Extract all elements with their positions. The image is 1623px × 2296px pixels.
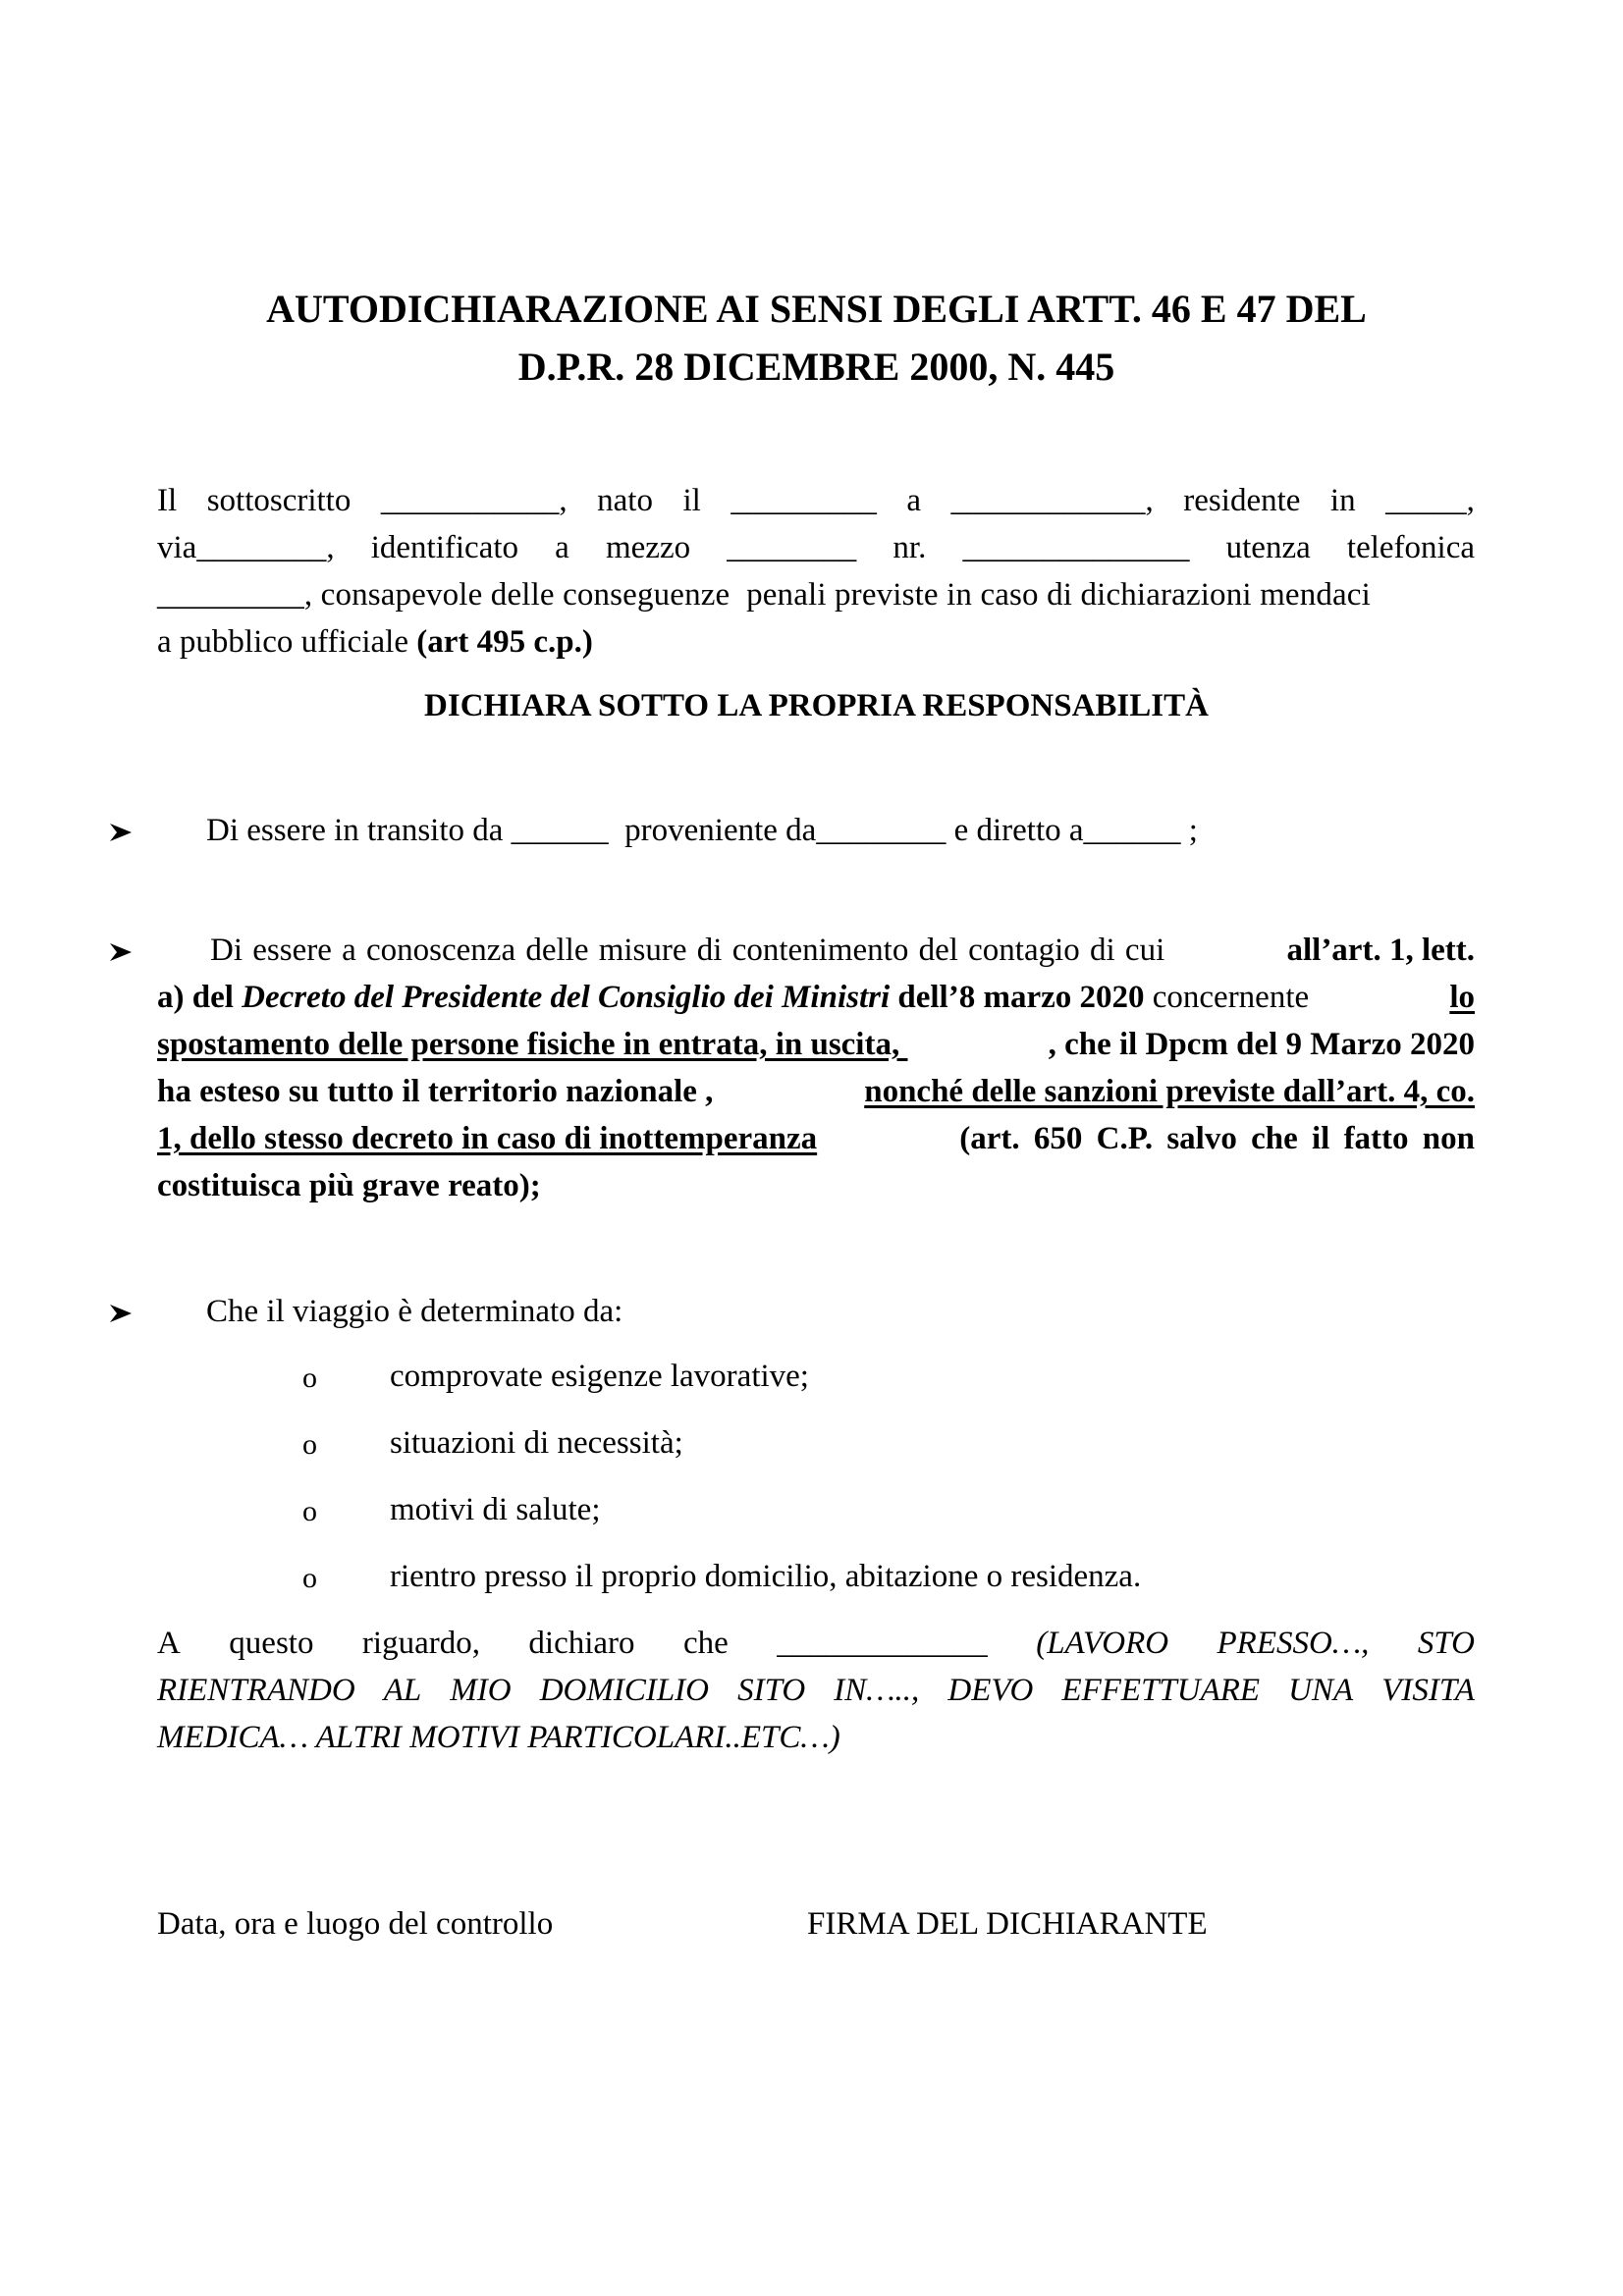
title-line-2: D.P.R. 28 DICEMBRE 2000, N. 445 xyxy=(517,345,1115,389)
intro-line-2 xyxy=(157,524,1475,571)
reason-word: _____________ xyxy=(777,1626,988,1661)
intro-word: residente xyxy=(1183,483,1301,518)
option-bullet-icon: o xyxy=(302,1362,317,1394)
option-bullet-icon: o xyxy=(302,1428,317,1461)
intro-word: telefonica xyxy=(1346,530,1475,565)
awareness-paragraph xyxy=(157,927,1475,1209)
intro-word: utenza xyxy=(1225,530,1311,565)
territory-text: ha esteso su tutto il territorio nazionale , xyxy=(157,1074,722,1109)
reason-word: SITO xyxy=(737,1673,806,1708)
travel-reason-heading: Che il viaggio è determinato da: xyxy=(206,1294,623,1329)
intro-line-1 xyxy=(157,477,1475,524)
movement-text: spostamento delle persone fisiche in entrata, in uscita, xyxy=(157,1027,908,1062)
reason-word: PRESSO…, xyxy=(1217,1626,1370,1661)
reason-word: AL xyxy=(383,1673,422,1708)
reason-word: DOMICILIO xyxy=(539,1673,710,1708)
intro-line-4-text: a pubblico ufficiale xyxy=(157,624,417,660)
reason-word: MIO xyxy=(450,1673,512,1708)
intro-word: Il xyxy=(157,483,178,518)
intro-word: mezzo xyxy=(605,530,691,565)
intro-word: identificato xyxy=(370,530,519,565)
reason-word: che xyxy=(683,1626,729,1661)
reason-line-2 xyxy=(157,1667,1475,1714)
reason-word: IN….., xyxy=(834,1673,920,1708)
sanctions-text: nonché delle sanzioni previste dall’art. 4, co. xyxy=(864,1074,1475,1109)
decree-date: dell’8 marzo 2020 xyxy=(890,980,1145,1015)
intro-word: ___________, xyxy=(380,483,568,518)
reason-word: riguardo, xyxy=(361,1626,480,1661)
intro-word: a xyxy=(555,530,569,565)
awareness-line-2-content xyxy=(157,974,1317,1021)
awareness-line-6: costituisca più grave reato); xyxy=(157,1168,541,1203)
reason-word: UNA xyxy=(1288,1673,1354,1708)
date-place-label: Data, ora e luogo del controllo xyxy=(157,1906,554,1942)
reason-line-3: MEDICA… ALTRI MOTIVI PARTICOLARI..ETC…) xyxy=(157,1720,840,1755)
intro-word: a xyxy=(906,483,922,518)
signature-label: FIRMA DEL DICHIARANTE xyxy=(807,1906,1208,1942)
intro-word: via________, xyxy=(157,530,335,565)
reason-word: (LAVORO xyxy=(1036,1626,1169,1661)
intro-word: _________ xyxy=(730,483,877,518)
intro-word: nr. xyxy=(893,530,927,565)
intro-paragraph xyxy=(157,477,1475,666)
intro-word: ____________, xyxy=(950,483,1154,518)
arrowhead-bullet-icon xyxy=(106,1288,135,1335)
reason-word: EFFETTUARE xyxy=(1061,1673,1261,1708)
reason-word: A xyxy=(157,1626,181,1661)
awareness-line-3 xyxy=(157,1021,1475,1068)
reason-word: RIENTRANDO xyxy=(157,1673,355,1708)
non-compliance-text: 1, dello stesso decreto in caso di inottemperanza xyxy=(157,1121,818,1156)
intro-line-4 xyxy=(157,618,1475,666)
intro-word: il xyxy=(682,483,701,518)
option-necessity: situazioni di necessità; xyxy=(390,1425,683,1461)
option-bullet-icon: o xyxy=(302,1562,317,1594)
reason-word: questo xyxy=(229,1626,314,1661)
reason-details-paragraph xyxy=(157,1620,1475,1761)
article-495-reference: (art 495 c.p.) xyxy=(416,624,593,660)
article-1-reference: all’art. 1, lett. xyxy=(1286,933,1475,968)
awareness-line-2 xyxy=(157,974,1475,1021)
transit-statement: Di essere in transito da ______ proveniente da________ e diretto a______ ; xyxy=(206,813,1198,848)
article-650-reference: (art. 650 C.P. salvo che il fatto non xyxy=(945,1121,1475,1156)
intro-word: in xyxy=(1329,483,1356,518)
intro-line-3: _________, consapevole delle conseguenze penali previste in caso di dichiarazioni mendaci xyxy=(157,577,1371,613)
reason-word: STO xyxy=(1417,1626,1475,1661)
intro-word: nato xyxy=(597,483,653,518)
option-health: motivi di salute; xyxy=(390,1492,601,1527)
concerning-text: concernente xyxy=(1144,980,1318,1015)
option-bullet-icon: o xyxy=(302,1495,317,1527)
arrowhead-bullet-icon xyxy=(106,927,135,974)
intro-word: ______________ xyxy=(962,530,1190,565)
dpcm-extension-text: , che il Dpcm del 9 Marzo 2020 xyxy=(1048,1027,1475,1062)
reason-line-1 xyxy=(157,1620,1475,1667)
awareness-text: Di essere a conoscenza delle misure di contenimento del contagio di cui xyxy=(210,933,1175,968)
intro-word: _____, xyxy=(1385,483,1475,518)
option-return-home: rientro presso il proprio domicilio, abitazione o residenza. xyxy=(390,1559,1142,1594)
reason-word: VISITA xyxy=(1381,1673,1475,1708)
declaration-heading: DICHIARA SOTTO LA PROPRIA RESPONSABILITÀ xyxy=(424,688,1209,723)
arrowhead-bullet-icon xyxy=(106,807,135,854)
decree-name: Decreto del Presidente del Consiglio dei Ministri xyxy=(242,980,891,1015)
movement-text-start: lo xyxy=(1449,980,1475,1015)
awareness-line-1 xyxy=(157,927,1475,974)
decree-prefix: a) del xyxy=(157,980,243,1015)
reason-word: DEVO xyxy=(947,1673,1034,1708)
document-title xyxy=(157,280,1476,396)
title-line-1: AUTODICHIARAZIONE AI SENSI DEGLI ARTT. 46 E 47 DEL xyxy=(266,287,1367,331)
awareness-line-4 xyxy=(157,1068,1475,1115)
reason-word: dichiaro xyxy=(528,1626,635,1661)
awareness-line-5 xyxy=(157,1115,1475,1162)
option-work: comprovate esigenze lavorative; xyxy=(390,1359,809,1394)
intro-word: ________ xyxy=(727,530,857,565)
intro-word: sottoscritto xyxy=(206,483,352,518)
